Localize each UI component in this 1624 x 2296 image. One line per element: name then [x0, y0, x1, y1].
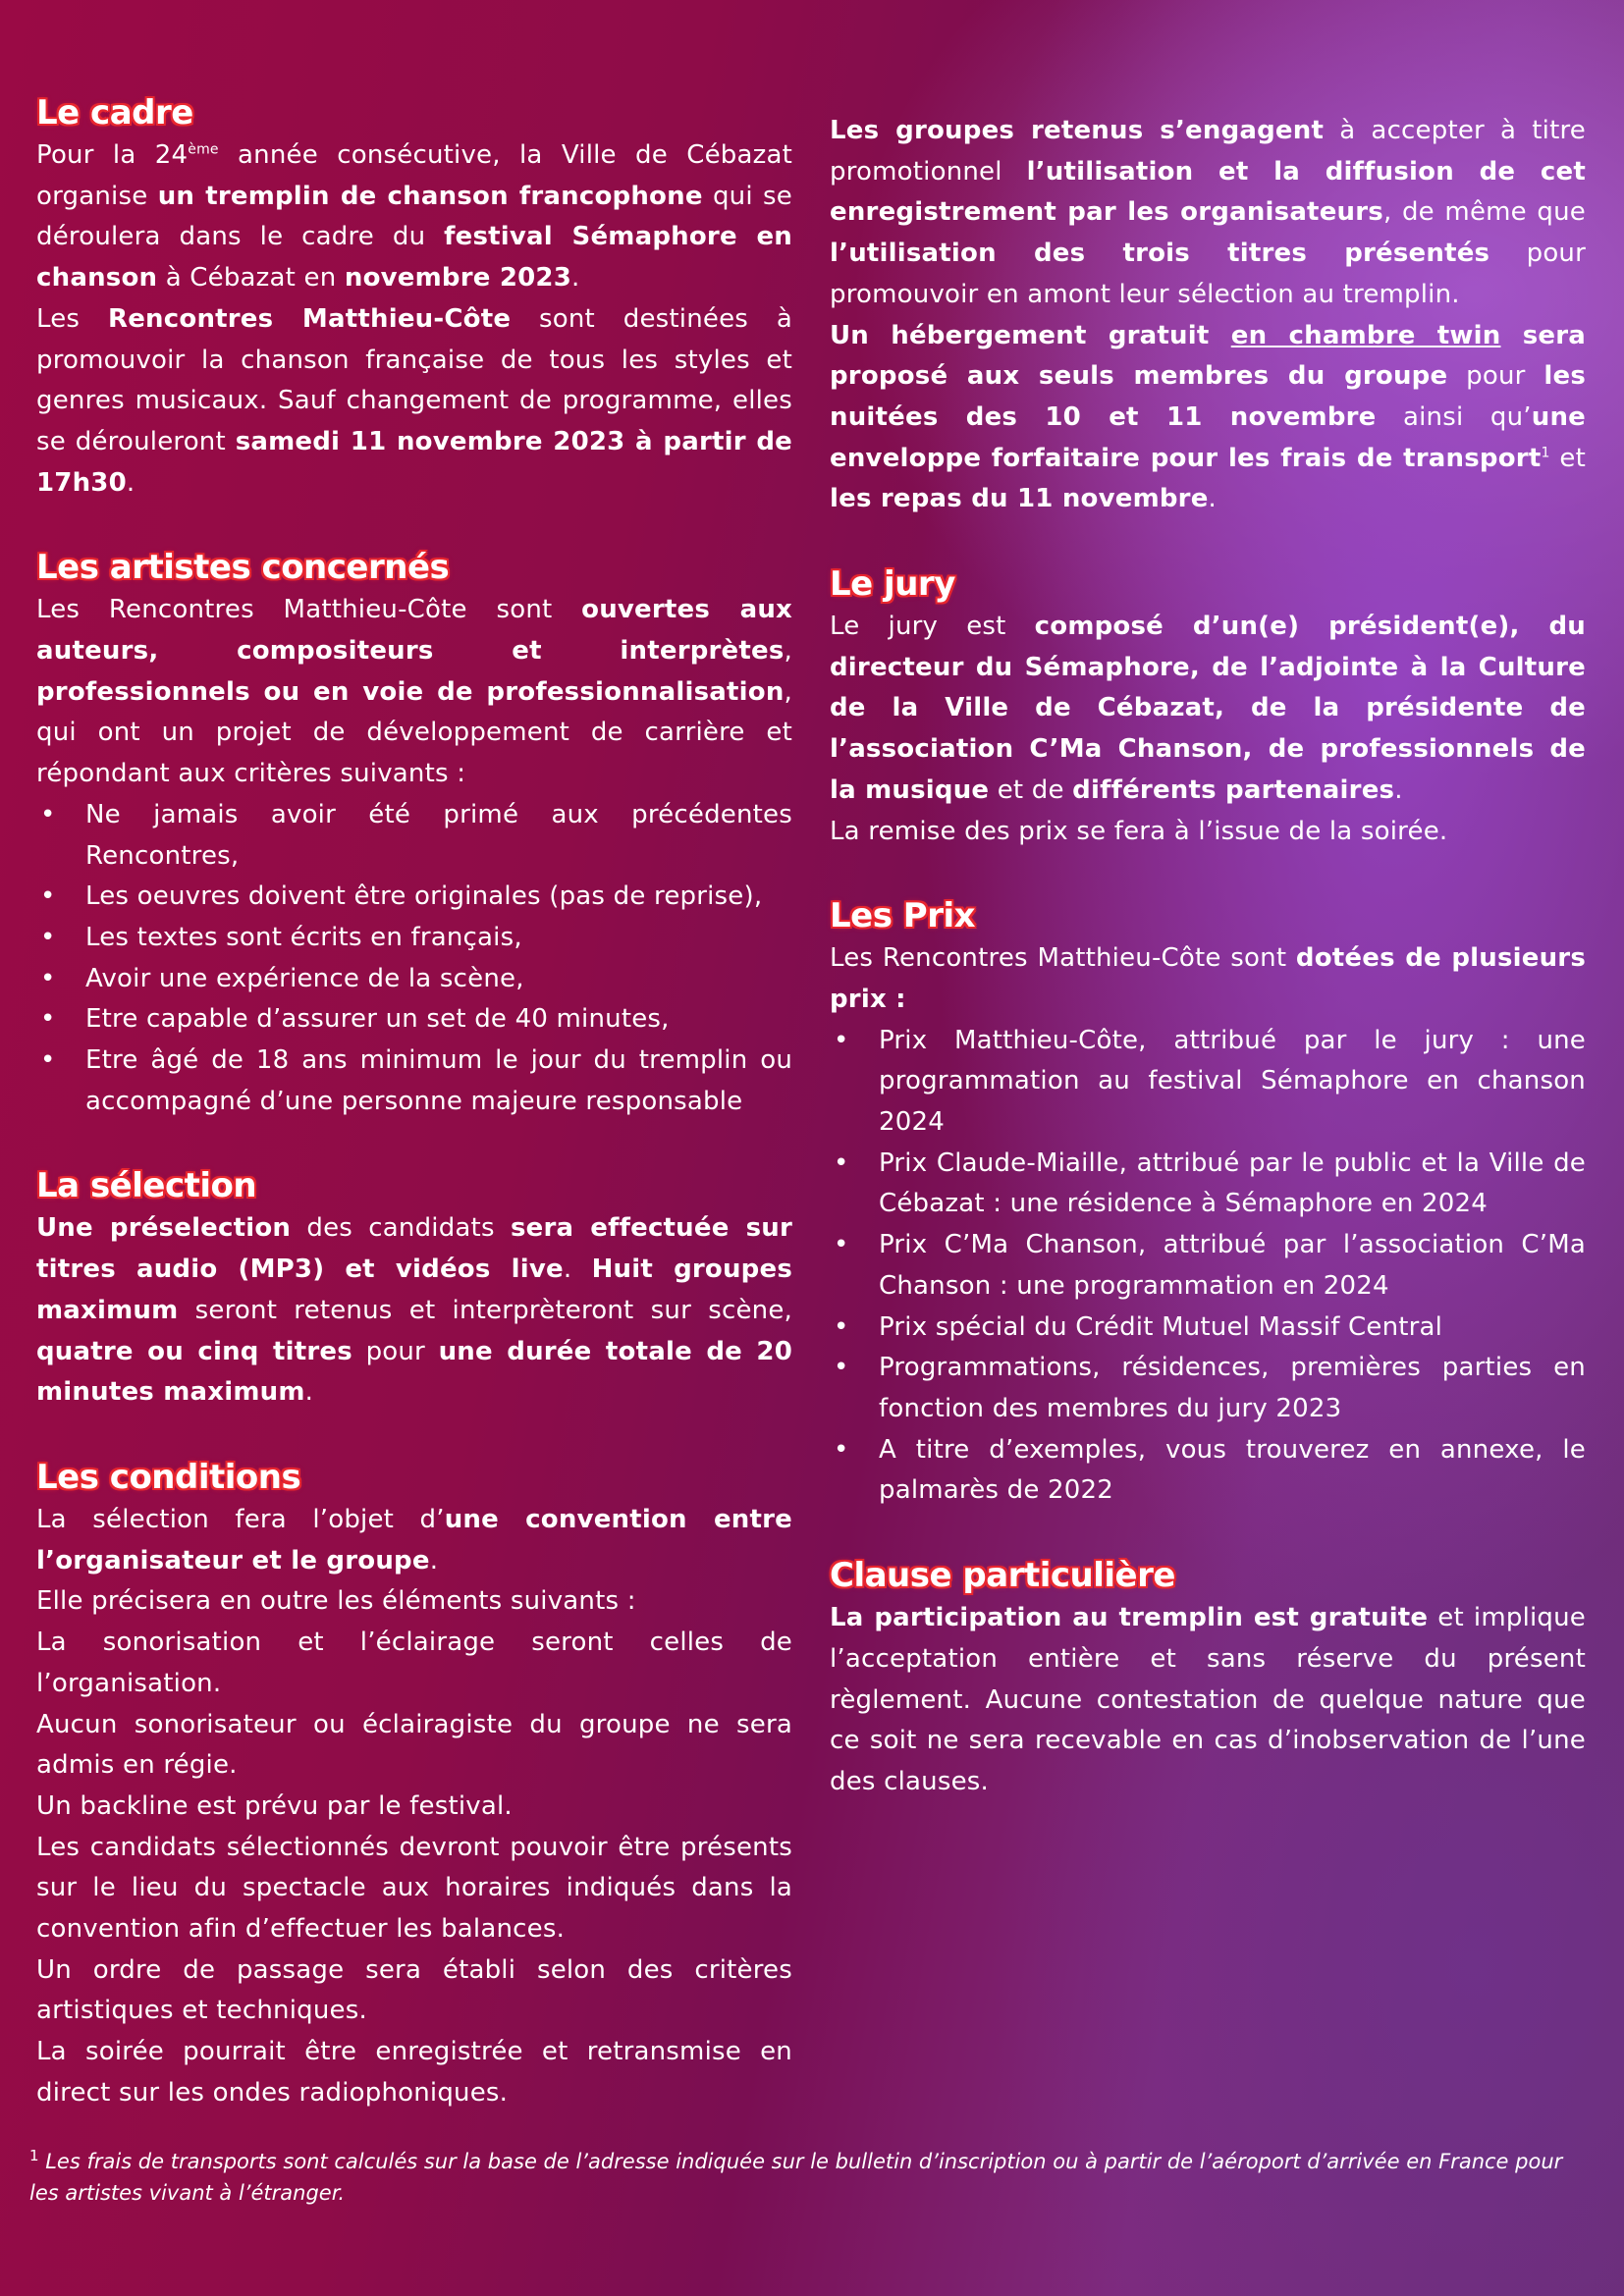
artistes-paragraph: Les Rencontres Matthieu-Côte sont ouvertes aux auteurs, compositeurs et interprètes, professionnels ou en voie de professionnalisation, qui ont un projet de développement de carrière et répondant aux critères suivants : — [36, 595, 793, 789]
list-item: • Prix Claude-Miaille, attribué par le public et la Ville de Cébazat : une résidence à Sémaphore en 2024 — [830, 1144, 1586, 1225]
cadre-paragraph-1: Pour la 24ème année consécutive, la Ville de Cébazat organise un tremplin de chanson francophone qui se déroulera dans le cadre du festival Sémaphore en chanson à Cébazat en novembre 2023. — [36, 140, 792, 294]
list-item: • Les textes sont écrits en français, — [36, 918, 792, 959]
section-title-jury: Le jury — [830, 564, 955, 605]
section-title-selection: La sélection — [36, 1166, 257, 1206]
conditions-line: Les candidats sélectionnés devront pouvoir être présents sur le lieu du spectacle aux horaires indiqués dans la convention afin d’effectuer les balances. — [36, 1832, 792, 1945]
list-item: • Programmations, résidences, premières parties en fonction des membres du jury 2023 — [830, 1348, 1586, 1429]
list-item: • Prix Matthieu-Côte, attribué par le jury : une programmation au festival Sémaphore en chanson 2024 — [830, 1021, 1586, 1144]
selection-paragraph: Une préselection des candidats sera effectuée sur titres audio (MP3) et vidéos live. Huit groupes maximum seront retenus et interprèteront sur scène, quatre ou cinq titres pour une durée totale de 20 minutes maximum. — [36, 1213, 793, 1408]
section-title-clause: Clause particulière — [830, 1556, 1175, 1596]
left-column — [36, 90, 792, 2114]
footnote: $^1$ Les frais de transports sont calculés sur la base de l’adresse indiquée sur le bulletin d’inscription ou à partir de l’aéroport d’arrivée en France pour les artistes vivant à l’étranger. — [29, 2147, 1563, 2205]
section-title-cadre: Le cadre — [36, 93, 193, 133]
conditions-line: Un backline est prévu par le festival. — [36, 1790, 513, 1821]
prix-paragraph: Les Rencontres Matthieu-Côte sont dotées de plusieurs prix : — [830, 943, 1586, 1014]
section-title-prix: Les Prix — [830, 896, 976, 936]
prix-list — [830, 1021, 1586, 1512]
conditions-line: Aucun sonorisateur ou éclairagiste du groupe ne sera admis en régie. — [36, 1709, 792, 1781]
list-item: • Ne jamais avoir été primé aux précédentes Rencontres, — [36, 795, 792, 877]
list-item: • Prix C’Ma Chanson, attribué par l’association C’Ma Chanson : une programmation en 2024 — [830, 1225, 1586, 1307]
engagement-paragraph-1: Les groupes retenus s’engagent à accepter à titre promotionnel l’utilisation et la diffusion de cet enregistrement par les organisateurs, de même que l’utilisation des trois titres présentés pour promouvoir en amont leur sélection au tremplin. — [830, 116, 1586, 309]
conditions-line: Elle précisera en outre les éléments suivants : — [36, 1586, 636, 1617]
jury-paragraph-1: Le jury est composé d’un(e) président(e), du directeur du Sémaphore, de l’adjointe à la Culture de la Ville de Cébazat, de la présidente de l’association C’Ma Chanson, de professionnels de la musique et de différents partenaires. — [830, 612, 1586, 805]
list-item: • A titre d’exemples, vous trouverez en annexe, le palmarès de 2022 — [830, 1430, 1586, 1512]
conditions-paragraph-1: La sélection fera l’objet d’une convention entre l’organisateur et le groupe. — [36, 1504, 793, 1575]
list-item: • Avoir une expérience de la scène, — [36, 959, 792, 1000]
conditions-line: Un ordre de passage sera établi selon des critères artistiques et techniques. — [36, 1954, 792, 2026]
artistes-criteria-list — [36, 795, 792, 1123]
jury-paragraph-2: La remise des prix se fera à l’issue de la soirée. — [830, 816, 1448, 846]
conditions-line: La sonorisation et l’éclairage seront celles de l’organisation. — [36, 1628, 792, 1698]
engagement-paragraph-2: Un hébergement gratuit en chambre twin sera proposé aux seuls membres du groupe pour les nuitées des 10 et 11 novembre ainsi qu’une enveloppe forfaitaire pour les frais de transport$^1$ et les repas du 11 novembre. — [830, 320, 1587, 514]
conditions-line: La soirée pourrait être enregistrée et retransmise en direct sur les ondes radiophoniques. — [36, 2037, 792, 2108]
footnote-marker: 1 — [1541, 444, 1550, 460]
list-item: • Prix spécial du Crédit Mutuel Massif Central — [830, 1308, 1586, 1349]
clause-paragraph: La participation au tremplin est gratuite et implique l’acceptation entière et sans réserve du présent règlement. Aucune contestation de quelque nature que ce soit ne sera recevable en cas d’inobservation de l’une des clauses. — [830, 1603, 1586, 1796]
section-title-artistes: Les artistes concernés — [36, 548, 450, 588]
right-column — [830, 111, 1586, 1803]
cadre-paragraph-2: Les Rencontres Matthieu-Côte sont destinées à promouvoir la chanson française de tous les styles et genres musicaux. Sauf changement de programme, elles se dérouleront samedi 11 novembre 2023 à partir de 17h30. — [36, 303, 792, 498]
section-title-conditions: Les conditions — [36, 1457, 301, 1497]
list-item: • Les oeuvres doivent être originales (pas de reprise), — [36, 877, 792, 918]
list-item: • Etre capable d’assurer un set de 40 minutes, — [36, 999, 792, 1041]
list-item: • Etre âgé de 18 ans minimum le jour du tremplin ou accompagné d’une personne majeure responsable — [36, 1041, 792, 1122]
